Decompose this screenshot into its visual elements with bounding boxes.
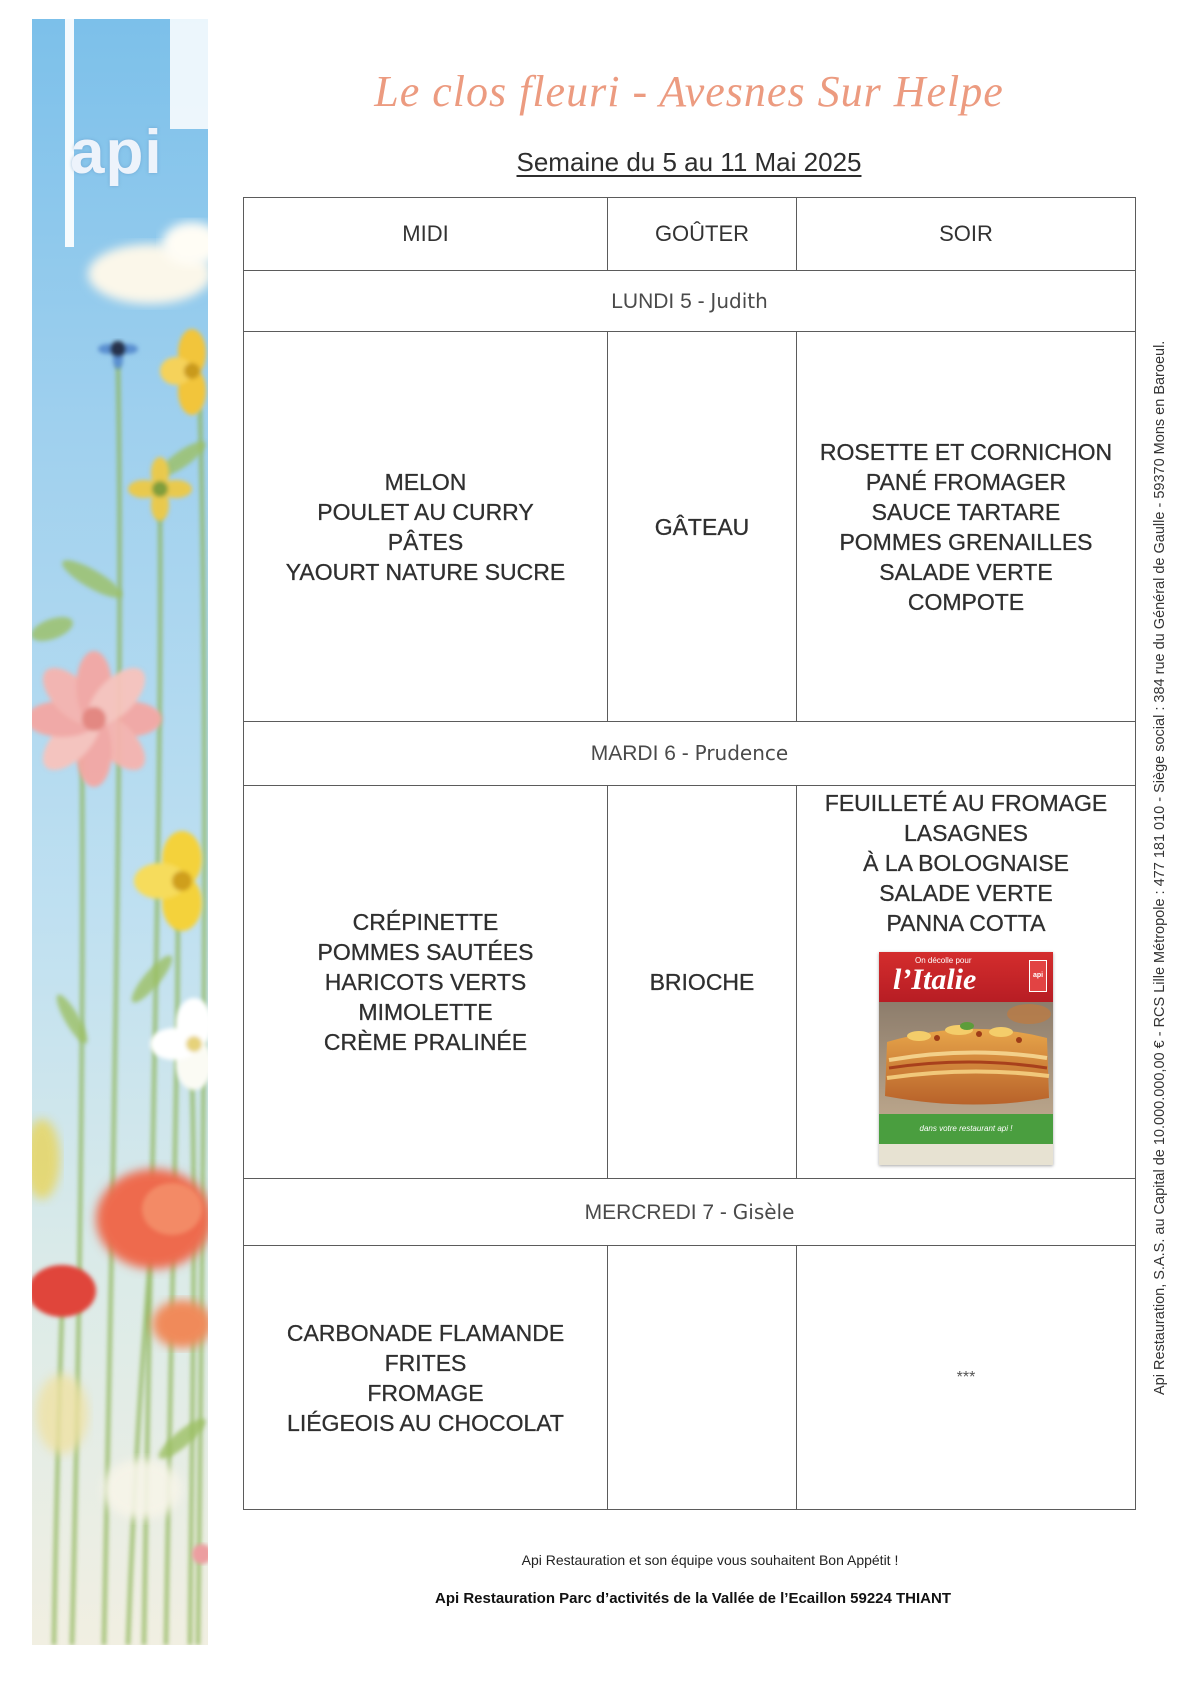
lasagna-image <box>879 1002 1053 1114</box>
menu-item: FROMAGE <box>367 1379 484 1406</box>
menu-item: FEUILLETÉ AU FROMAGE <box>824 790 1108 816</box>
poster-title: l’Italie <box>893 963 977 996</box>
menu-item: ROSETTE ET CORNICHON <box>819 438 1113 465</box>
soir-cell <box>797 332 1136 722</box>
day-label <box>244 722 1136 786</box>
menu-item: CRÉPINETTE <box>352 909 499 935</box>
gouter-cell <box>608 332 797 722</box>
menu-item: LIÉGEOIS AU CHOCOLAT <box>287 1409 564 1436</box>
menu-item: BRIOCHE <box>649 969 755 995</box>
poster-kicker: On décolle pour <box>915 956 972 965</box>
gouter-cell <box>608 1246 797 1510</box>
legal-side-text: Api Restauration, S.A.S. au Capital de 10.000.000,00 € - RCS Lille Métropole : 477 181 010 - Siège social : 384 rue du Général de Gaulle - 59370 Mons en Baroeul. <box>1152 340 1168 1395</box>
menu-item: PANNA COTTA <box>886 910 1046 936</box>
day-name: LUNDI 5 - <box>611 289 705 313</box>
menu-item: CRÈME PRALINÉE <box>323 1029 528 1055</box>
menu-item: *** <box>956 1368 976 1386</box>
midi-cell <box>244 786 608 1179</box>
gouter-cell <box>608 786 797 1179</box>
day-row <box>244 722 1136 786</box>
menu-item: YAOURT NATURE SUCRE <box>285 558 566 585</box>
menu-item: POMMES GRENAILLES <box>839 528 1093 555</box>
poster-header <box>879 952 1053 1002</box>
menu-item: SALADE VERTE <box>879 558 1053 585</box>
menu-item: FRITES <box>384 1349 467 1376</box>
saint-name: Gisèle <box>732 1199 795 1224</box>
footer-wish: Api Restauration et son équipe vous souhaitent Bon Appétit ! <box>521 1552 899 1568</box>
soir-cell <box>797 786 1136 1179</box>
midi-cell <box>244 1246 608 1510</box>
day-label <box>244 1179 1136 1246</box>
day-row <box>244 1179 1136 1246</box>
menu-item: PANÉ FROMAGER <box>865 468 1067 495</box>
menu-item: LASAGNES <box>904 820 1028 846</box>
column-header-soir: SOIR <box>797 198 1136 271</box>
menu-item: MELON <box>384 468 467 495</box>
poster-footer <box>879 1144 1053 1165</box>
table-header-row <box>244 198 1136 271</box>
saint-name: Judith <box>710 288 768 313</box>
flower-photo <box>32 19 208 1645</box>
weekly-menu-table <box>243 197 1136 1510</box>
menu-item: GÂTEAU <box>654 513 750 540</box>
menu-item: À LA BOLOGNAISE <box>863 850 1069 876</box>
menu-item: MIMOLETTE <box>358 999 493 1025</box>
menu-item: PÂTES <box>387 528 464 555</box>
midi-cell <box>244 332 608 722</box>
day-label <box>244 271 1136 332</box>
meal-row <box>244 1246 1136 1510</box>
poster-tagline: dans votre restaurant api ! <box>879 1114 1053 1144</box>
week-subtitle: Semaine du 5 au 11 Mai 2025 <box>516 147 862 177</box>
menu-item: POULET AU CURRY <box>317 498 534 525</box>
menu-item: POMMES SAUTÉES <box>317 939 534 965</box>
day-name: MARDI 6 - <box>590 742 689 765</box>
menu-item: SAUCE TARTARE <box>871 498 1061 525</box>
poster-api-logo: api <box>1029 960 1047 992</box>
api-logo: api <box>70 118 163 187</box>
page-title: Le clos fleuri - Avesnes Sur Helpe <box>374 67 1004 116</box>
meal-row <box>244 786 1136 1179</box>
menu-item: COMPOTE <box>907 588 1025 615</box>
flower-photo-strip <box>32 19 208 1645</box>
day-name: MERCREDI 7 - <box>584 1200 727 1224</box>
menu-item: CARBONADE FLAMANDE <box>286 1319 565 1346</box>
saint-name: Prudence <box>694 741 789 765</box>
menu-item: HARICOTS VERTS <box>324 969 527 995</box>
column-header-midi: MIDI <box>244 198 608 271</box>
menu-item: SALADE VERTE <box>879 880 1053 906</box>
meal-row <box>244 332 1136 722</box>
column-header-gouter: GOÛTER <box>608 198 797 271</box>
day-row <box>244 271 1136 332</box>
italie-poster <box>879 952 1053 1165</box>
footer-address: Api Restauration Parc d’activités de la Vallée de l’Ecaillon 59224 THIANT <box>434 1590 952 1607</box>
soir-cell <box>797 1246 1136 1510</box>
lasagna-photo <box>879 1002 1053 1114</box>
